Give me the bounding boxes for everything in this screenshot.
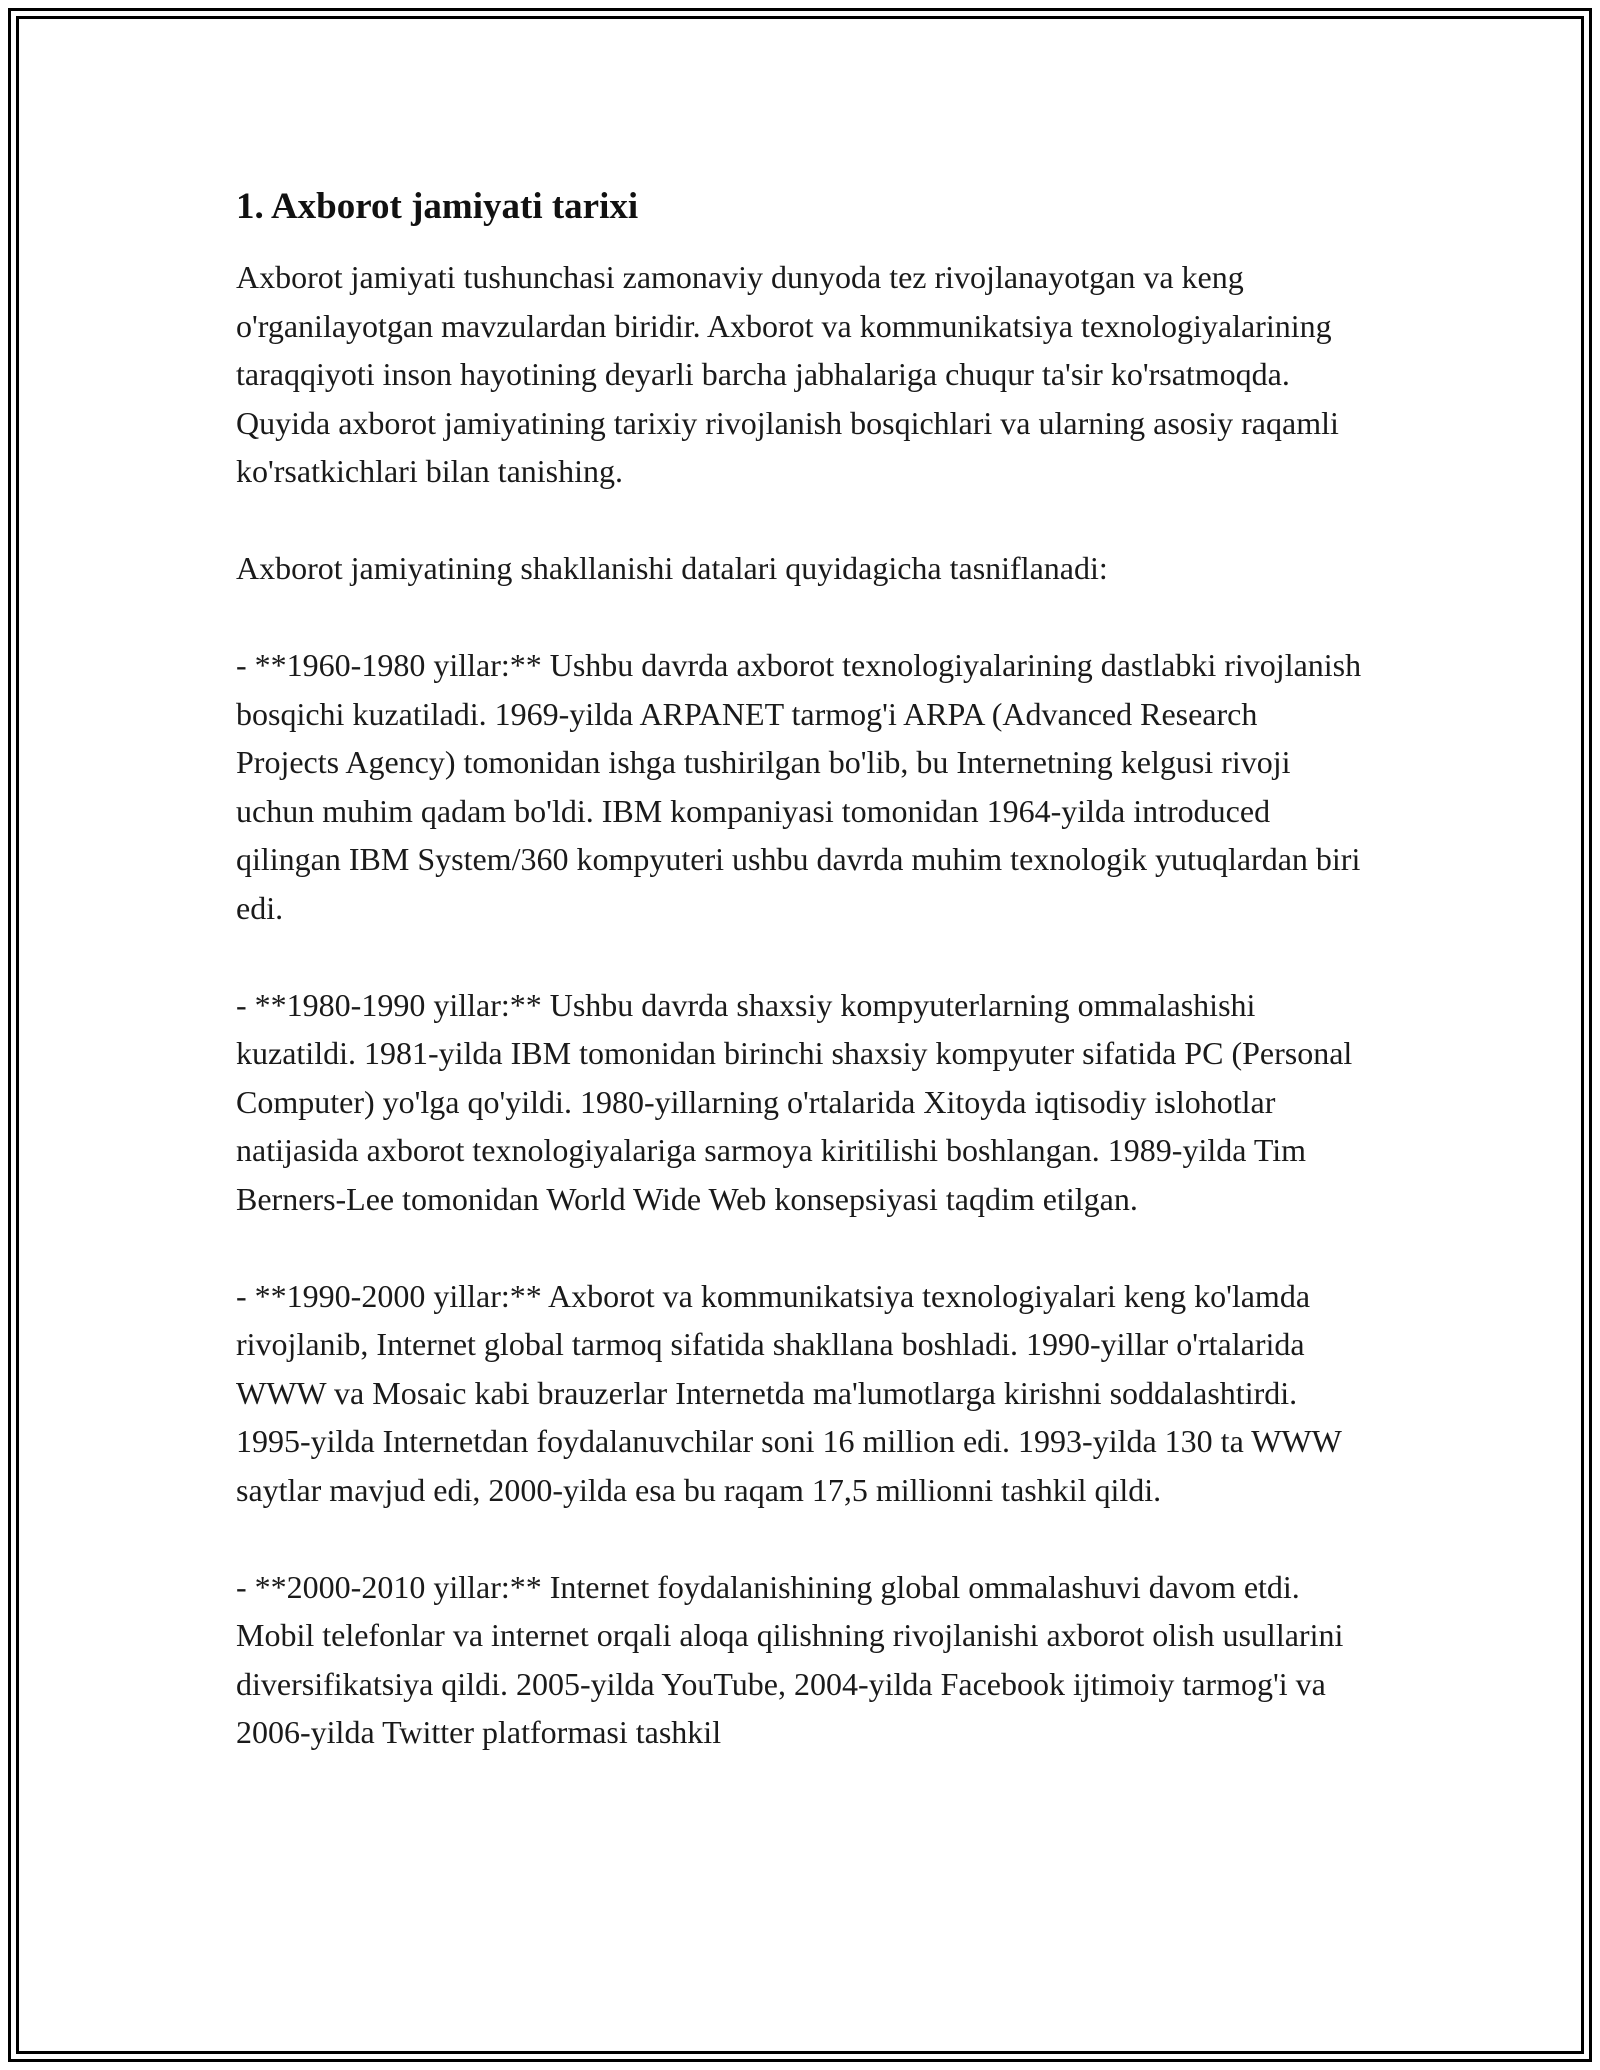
document-body bbox=[236, 183, 1366, 1757]
page-title: 1. Axborot jamiyati tarixi bbox=[236, 186, 639, 227]
intro-paragraph: Axborot jamiyati tushunchasi zamonaviy dunyoda tez rivojlanayotgan va keng o'rganilayotgan mavzulardan biridir. Axborot va kommunikatsiya texnologiyalarining taraqqiyoti inson hayotining deyarli barcha jabhalariga chuqur ta'sir ko'rsatmoqda. Quyida axborot jamiyatining tarixiy rivojlanish bosqichlari va ularning asosiy raqamli ko'rsatkichlari bilan tanishing. bbox=[236, 259, 1339, 489]
period-1980-1990-paragraph: - **1980-1990 yillar:** Ushbu davrda shaxsiy kompyuterlarning ommalashishi kuzatildi. 1981-yilda IBM tomonidan birinchi shaxsiy kompyuter sifatida PC (Personal Computer) yo'lga qo'yildi. 1980-yillarning o'rtalarida Xitoyda iqtisodiy islohotlar natijasida axborot texnologiyalariga sarmoya kiritilishi boshlangan. 1989-yilda Tim Berners-Lee tomonidan World Wide Web konsepsiyasi taqdim etilgan. bbox=[236, 986, 1353, 1217]
period-2000-2010-paragraph: - **2000-2010 yillar:** Internet foydalanishining global ommalashuvi davom etdi. Mobil telefonlar va internet orqali aloqa qilishning rivojlanishi axborot olish usullarini diversifikatsiya qildi. 2005-yilda YouTube, 2004-yilda Facebook ijtimoiy tarmog'i va 2006-yilda Twitter platformasi tashkil bbox=[236, 1568, 1344, 1750]
period-1990-2000-paragraph: - **1990-2000 yillar:** Axborot va kommunikatsiya texnologiyalari keng ko'lamda rivojlanib, Internet global tarmoq sifatida shakllana boshladi. 1990-yillar o'rtalarida WWW va Mosaic kabi brauzerlar Internetda ma'lumotlarga kirishni soddalashtirdi. 1995-yilda Internetdan foydalanuvchilar soni 16 million edi. 1993-yilda 130 ta WWW saytlar mavjud edi, 2000-yilda esa bu raqam 17,5 millionni tashkil qildi. bbox=[236, 1277, 1342, 1508]
period-1960-1980-paragraph: - **1960-1980 yillar:** Ushbu davrda axborot texnologiyalarining dastlabki rivojlanish bosqichi kuzatiladi. 1969-yilda ARPANET tarmog'i ARPA (Advanced Research Projects Agency) tomonidan ishga tushirilgan bo'lib, bu Internetning kelgusi rivoji uchun muhim qadam bo'ldi. IBM kompaniyasi tomonidan 1964-yilda introduced qilingan IBM System/360 kompyuteri ushbu davrda muhim texnologik yutuqlardan biri edi. bbox=[236, 647, 1362, 926]
classification-intro-paragraph: Axborot jamiyatining shakllanishi datalari quyidagicha tasniflanadi: bbox=[236, 550, 1108, 586]
